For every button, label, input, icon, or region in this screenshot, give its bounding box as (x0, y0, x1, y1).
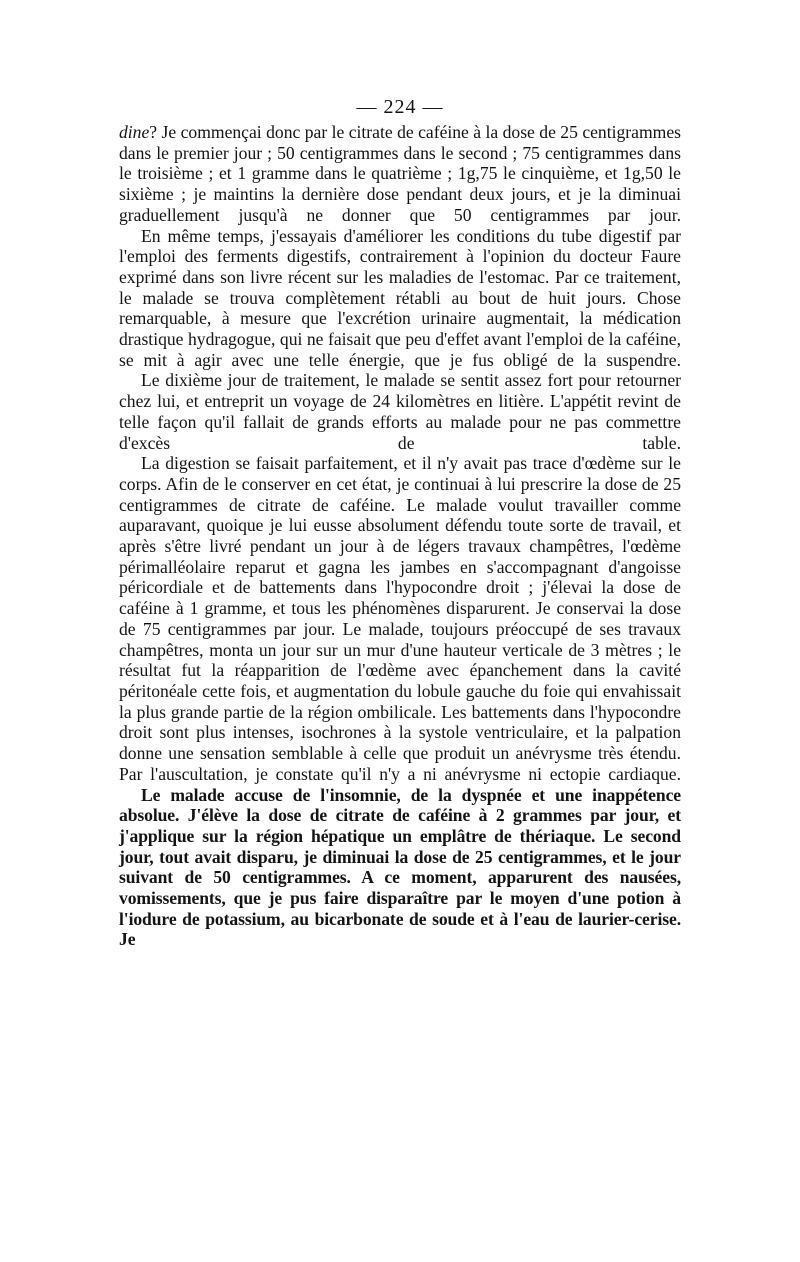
page-number: — 224 — (356, 96, 444, 118)
paragraph-2: En même temps, j'essayais d'améliorer les conditions du tube digestif par l'emploi des ferments digestifs, contrairement à l'opinion du docteur Faure exprimé dans son livre récent sur les maladies de l'estomac. Par ce traitement, le malade se trouva complètement rétabli au bout de huit jours. Chose remarquable, à mesure que l'excrétion urinaire augmentait, la médication drastique hydragogue, qui ne faisait que peu d'effet avant l'emploi de la caféine, se mit à agir avec une telle énergie, que je fus obligé de la suspendre. (119, 225, 681, 370)
paragraph-5: Le malade accuse de l'insomnie, de la dyspnée et une inappétence absolue. J'élève la dose de citrate de caféine à 2 grammes par jour, et j'applique sur la région hépatique un emplâtre de thériaque. Le second jour, tout avait disparu, je diminuai la dose de 25 centigrammes, et le jour suivant de 50 centigrammes. A ce moment, apparurent des nausées, vomissements, que je pus faire disparaître par le moyen d'une potion à l'iodure de potassium, au bicarbonate de soude et à l'eau de laurier-cerise. Je (119, 784, 681, 950)
paragraph-1 (119, 122, 681, 226)
body-text (119, 122, 681, 950)
paragraph-1-lead-word: dine (119, 122, 150, 142)
paragraph-4: La digestion se faisait parfaitement, et il n'y avait pas trace d'œdème sur le corps. Afin de le conserver en cet état, je continuai à lui prescrire la dose de 25 centigrammes de citrate de caféine. Le malade voulut travailler comme auparavant, quoique je lui eusse absolument défendu toute sorte de travail, et après s'être livré pendant un jour à de légers travaux champêtres, l'œdème périmalléolaire reparut et gagna les jambes en s'accompagnant d'angoisse péricordiale et de battements dans l'hypocondre droit ; j'élevai la dose de caféine à 1 gramme, et tous les phénomènes disparurent. Je conservai la dose de 75 centigrammes par jour. Le malade, toujours préoccupé de ses travaux champêtres, monta un jour sur un mur d'une hauteur verticale de 3 mètres ; le résultat fut la réapparition de l'œdème avec épanchement dans la cavité péritonéale cette fois, et augmentation du lobule gauche du foie qui envahissait la plus grande partie de la région ombilicale. Les battements dans l'hypocondre droit sont plus intenses, isochrones à la systole ventriculaire, et la palpation donne une sensation semblable à celle que produit un anévrysme très étendu. Par l'auscultation, je constate qu'il n'y a ni anévrysme ni ectopie cardiaque. (119, 453, 681, 784)
paragraph-3: Le dixième jour de traitement, le malade se sentit assez fort pour retourner chez lui, et entreprit un voyage de 24 kilomètres en litière. L'appétit revint de telle façon qu'il fallait de grands efforts au malade pour ne pas commettre d'excès de table. (119, 370, 681, 453)
paragraph-1-text: ? Je commençai donc par le citrate de caféine à la dose de 25 centigrammes dans le premier jour ; 50 centigrammes dans le second ; 75 centigrammes dans le troisième ; et 1 gramme dans le quatrième ; 1g,75 le cinquième, et 1g,50 le sixième ; je maintins la dernière dose pendant deux jours, et je la diminuai graduellement jusqu'à ne donner que 50 centigrammes par jour. (119, 122, 681, 225)
